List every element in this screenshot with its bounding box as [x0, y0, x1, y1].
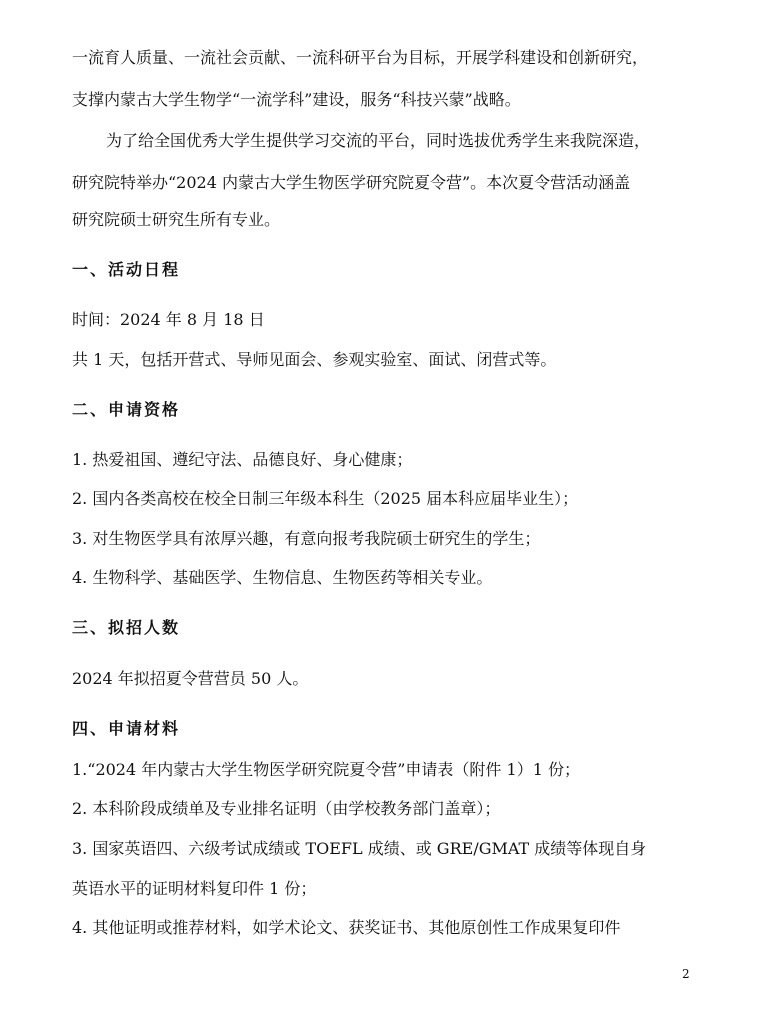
- section-line: 4. 生物科学、基础医学、生物信息、生物医药等相关专业。: [72, 568, 493, 587]
- section-line: 4. 其他证明或推荐材料，如学术论文、获奖证书、其他原创性工作成果复印件: [72, 918, 621, 937]
- intro-line: 研究院硕士研究生所有专业。: [72, 210, 281, 229]
- section-line: 共 1 天，包括开营式、导师见面会、参观实验室、面试、闭营式等。: [72, 350, 557, 369]
- section-line: 2024 年拟招夏令营营员 50 人。: [72, 669, 309, 688]
- page-number: 2: [682, 967, 690, 981]
- intro-line: 一流育人质量、一流社会贡献、一流科研平台为目标，开展学科建设和创新研究，: [72, 48, 649, 67]
- section-line: 1.“2024 年内蒙古大学生物医学研究院夏令营”申请表（附件 1）1 份；: [72, 760, 580, 779]
- section-line: 2. 本科阶段成绩单及专业排名证明（由学校教务部门盖章）；: [72, 799, 501, 818]
- section-line: 时间：2024 年 8 月 18 日: [72, 310, 265, 329]
- intro-line: 支撑内蒙古大学生物学“一流学科”建设，服务“科技兴蒙”战略。: [72, 90, 521, 109]
- section-heading: 二、申请资格: [72, 400, 181, 419]
- section-heading: 四、申请材料: [72, 719, 181, 738]
- section-line: 3. 对生物医学具有浓厚兴趣，有意向报考我院硕士研究生的学生；: [72, 529, 541, 548]
- section-line: 3. 国家英语四、六级考试成绩或 TOEFL 成绩、或 GRE/GMAT 成绩等体现自身: [72, 839, 647, 858]
- intro-line: 研究院特举办“2024 内蒙古大学生物医学研究院夏令营”。本次夏令营活动涵盖: [72, 173, 631, 192]
- section-line: 2. 国内各类高校在校全日制三年级本科生（2025 届本科应届毕业生）；: [72, 489, 579, 508]
- section-heading: 一、活动日程: [72, 260, 181, 279]
- section-line: 1. 热爱祖国、遵纪守法、品德良好、身心健康；: [72, 450, 413, 469]
- section-heading: 三、拟招人数: [72, 618, 181, 637]
- intro-line: 为了给全国优秀大学生提供学习交流的平台，同时选拔优秀学生来我院深造，: [106, 131, 651, 150]
- section-line: 英语水平的证明材料复印件 1 份；: [72, 879, 317, 898]
